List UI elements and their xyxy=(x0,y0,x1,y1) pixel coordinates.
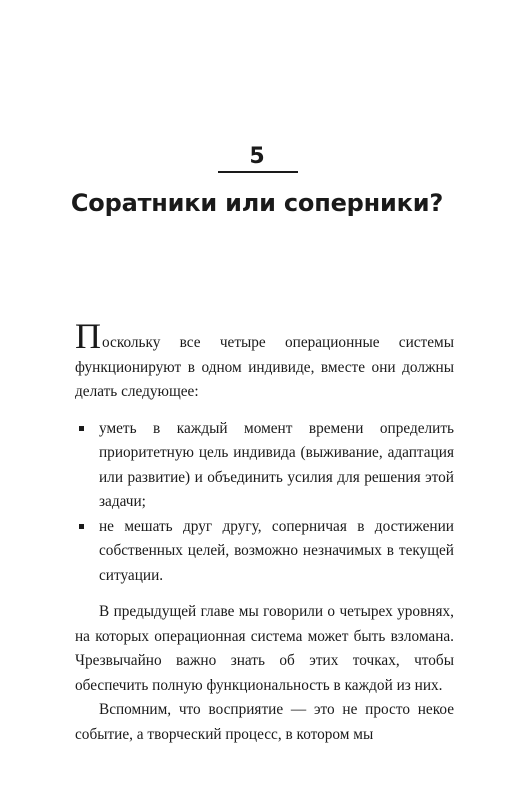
list-item-text: уметь в каждый момент времени определить приоритетную цель индивида (выживание, адаптация или развитие) и объединить усилия для решения этой задачи; xyxy=(99,419,454,510)
drop-cap: П xyxy=(75,316,101,356)
list-item xyxy=(75,515,454,589)
paragraph: Вспомним, что восприятие — это не просто некое событие, а творческий процесс, в котором мы xyxy=(75,701,454,743)
chapter-number-underline xyxy=(218,171,298,173)
intro-paragraph xyxy=(75,316,454,405)
intro-paragraph-text: оскольку все четыре операционные системы функционируют в одном индивиде, вместе они должны делать следующее: xyxy=(75,334,454,400)
chapter-body xyxy=(75,316,454,747)
chapter-title: Соратники или соперники? xyxy=(70,189,444,217)
bullet-list xyxy=(75,417,454,589)
list-item-text: не мешать друг другу, соперничая в достижении собственных целей, возможно незначимых в текущей ситуации. xyxy=(99,517,454,584)
paragraph: В предыдущей главе мы говорили о четырех уровнях, на которых операционная система может быть взломана. Чрезвычайно важно знать об этих точках, чтобы обеспечить полную функциональность в каждой из них. xyxy=(75,603,454,694)
list-item xyxy=(75,417,454,515)
square-bullet-icon xyxy=(79,426,84,431)
square-bullet-icon xyxy=(79,524,84,529)
chapter-number: 5 xyxy=(249,144,265,169)
